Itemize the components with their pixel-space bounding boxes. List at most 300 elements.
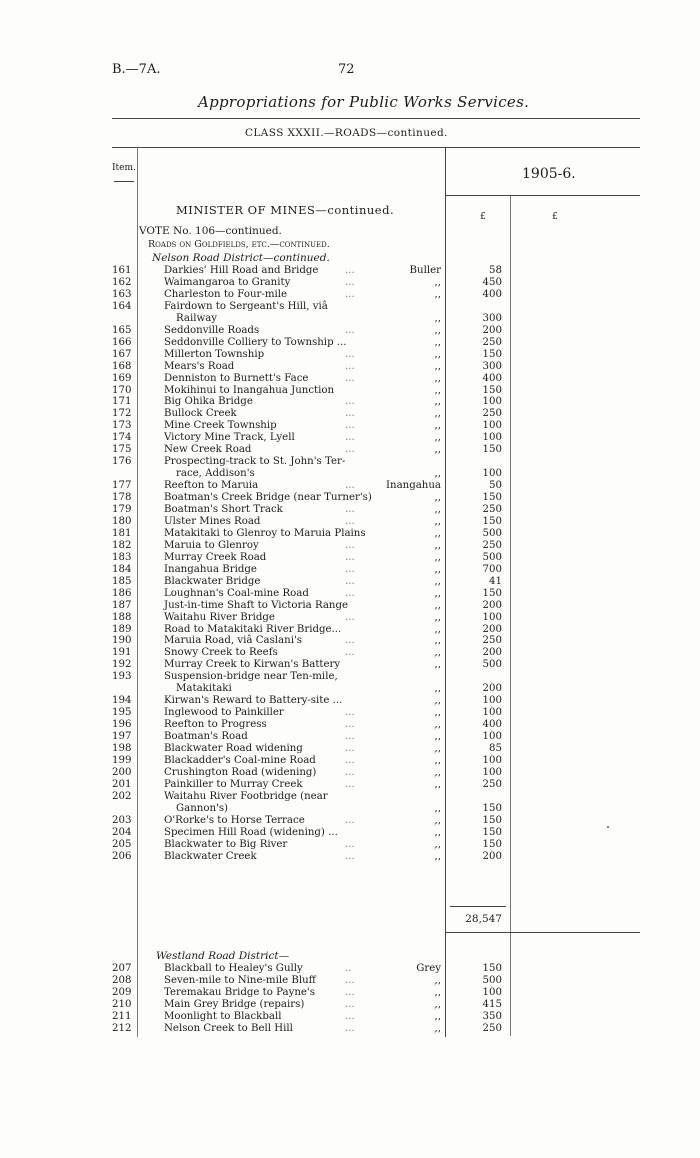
item-description: Inangahua Bridge bbox=[164, 563, 257, 575]
table-row bbox=[0, 827, 700, 839]
item-description: Seddonville Colliery to Township ... bbox=[164, 336, 347, 348]
district-name: ,, bbox=[434, 444, 441, 456]
table-row bbox=[0, 408, 700, 420]
item-number: 202 bbox=[112, 790, 132, 802]
item-number: 172 bbox=[112, 408, 132, 420]
district-name: ,, bbox=[434, 743, 441, 754]
item-number: 187 bbox=[112, 599, 132, 611]
district-name: ,, bbox=[434, 551, 441, 563]
leader-dots: ... bbox=[345, 587, 355, 599]
table-row bbox=[0, 671, 700, 695]
leader-dots: ... bbox=[345, 814, 355, 826]
district-name: ,, bbox=[434, 360, 441, 372]
item-number: 193 bbox=[112, 671, 132, 683]
amount-value: 150 bbox=[482, 963, 502, 974]
item-description: New Creek Road bbox=[164, 444, 252, 456]
item-number: 175 bbox=[112, 444, 132, 456]
leader-dots: ... bbox=[345, 838, 355, 850]
table-row bbox=[0, 349, 700, 361]
item-description: Mokihinui to Inangahua Junction bbox=[164, 384, 335, 396]
item-number: 168 bbox=[112, 360, 132, 372]
item-number: 188 bbox=[112, 611, 132, 623]
leader-dots: ... bbox=[345, 480, 355, 492]
page-number: 72 bbox=[338, 62, 355, 77]
district-name: ,, bbox=[434, 1022, 441, 1034]
amount-value: 200 bbox=[482, 623, 502, 635]
item-number: 203 bbox=[112, 814, 132, 826]
item-description-continued: Gannon's) bbox=[176, 802, 229, 814]
item-number: 185 bbox=[112, 575, 132, 587]
item-description-continued: Matakitaki bbox=[176, 683, 232, 695]
amount-value: 100 bbox=[482, 731, 502, 743]
table-row bbox=[0, 576, 700, 588]
amount-value: 100 bbox=[482, 986, 502, 998]
district-name: ,, bbox=[434, 766, 441, 778]
leader-dots: ... bbox=[345, 647, 355, 659]
item-description: Suspension-bridge near Ten-mile, bbox=[164, 671, 338, 683]
item-description: Blackwater Road widening bbox=[164, 743, 303, 754]
item-number: 165 bbox=[112, 324, 132, 336]
amount-value: 150 bbox=[482, 444, 502, 456]
item-number: 206 bbox=[112, 850, 132, 862]
table-row bbox=[0, 743, 700, 755]
district-name: ,, bbox=[434, 504, 441, 515]
amount-value: 200 bbox=[482, 324, 502, 336]
table-row bbox=[0, 755, 700, 767]
amount-value: 250 bbox=[482, 408, 502, 420]
item-description: Moonlight to Blackball bbox=[164, 1010, 282, 1022]
table-row bbox=[0, 504, 700, 516]
item-description: Boatman's Creek Bridge (near Turner's) bbox=[164, 492, 372, 504]
leader-dots: ... bbox=[345, 515, 355, 527]
year-header-rule bbox=[445, 195, 640, 196]
table-row bbox=[0, 456, 700, 480]
item-number: 189 bbox=[112, 623, 132, 635]
amount-value: 415 bbox=[482, 998, 502, 1010]
table-row bbox=[0, 588, 700, 600]
item-description: Charleston to Four-mile bbox=[164, 288, 288, 300]
amount-value: 300 bbox=[482, 312, 502, 324]
table-row bbox=[0, 444, 700, 456]
item-number: 182 bbox=[112, 539, 132, 551]
table-row bbox=[0, 647, 700, 659]
item-description: Blackball to Healey's Gully bbox=[164, 963, 303, 974]
item-description: Blackadder's Coal-mine Road bbox=[164, 754, 316, 766]
amount-value: 100 bbox=[482, 420, 502, 432]
district-name: ,, bbox=[434, 599, 441, 611]
class-heading: CLASS XXXII.—ROADS—continued. bbox=[245, 127, 448, 139]
district-name: ,, bbox=[434, 850, 441, 862]
district-name: ,, bbox=[434, 778, 441, 790]
amount-value: 100 bbox=[482, 468, 502, 480]
title-rule bbox=[112, 118, 640, 119]
item-number: 178 bbox=[112, 492, 132, 504]
table-row bbox=[0, 325, 700, 337]
amount-value: 500 bbox=[482, 659, 502, 671]
item-number: 194 bbox=[112, 695, 132, 707]
item-number: 211 bbox=[112, 1010, 132, 1022]
item-description: Snowy Creek to Reefs bbox=[164, 647, 278, 659]
table-row bbox=[0, 480, 700, 492]
leader-dots: ... bbox=[345, 850, 355, 862]
item-number: 212 bbox=[112, 1022, 132, 1034]
item-description: Matakitaki to Glenroy to Maruia Plains bbox=[164, 527, 366, 539]
item-number: 186 bbox=[112, 587, 132, 599]
item-description: Blackwater Creek bbox=[164, 850, 257, 862]
district-name: ,, bbox=[434, 587, 441, 599]
item-description: Waitahu River Bridge bbox=[164, 611, 275, 623]
item-description: Painkiller to Murray Creek bbox=[164, 778, 303, 790]
leader-dots: ... bbox=[345, 611, 355, 623]
table-row bbox=[0, 791, 700, 815]
table-row bbox=[0, 731, 700, 743]
item-number: 171 bbox=[112, 396, 132, 408]
district-name: ,, bbox=[434, 384, 441, 396]
table-row bbox=[0, 659, 700, 671]
leader-dots: ... bbox=[345, 432, 355, 444]
amount-value: 41 bbox=[489, 575, 502, 587]
amount-value: 200 bbox=[482, 850, 502, 862]
subtotal-amount: 28,547 bbox=[465, 913, 502, 925]
item-description: Fairdown to Sergeant's Hill, viâ bbox=[164, 300, 328, 312]
item-number: 210 bbox=[112, 998, 132, 1010]
table-row bbox=[0, 999, 700, 1011]
district-name: ,, bbox=[434, 814, 441, 826]
district-name: Inangahua bbox=[385, 480, 441, 492]
table-row bbox=[0, 396, 700, 408]
amount-value: 150 bbox=[482, 348, 502, 360]
item-number: 183 bbox=[112, 551, 132, 563]
amount-value: 150 bbox=[482, 802, 502, 814]
leader-dots: ... bbox=[345, 998, 355, 1010]
table-row bbox=[0, 624, 700, 636]
item-description: Murray Creek to Kirwan's Battery bbox=[164, 659, 341, 671]
item-number: 176 bbox=[112, 456, 132, 468]
item-description-continued: race, Addison's bbox=[176, 468, 255, 480]
nelson-district-heading: Nelson Road District—continued. bbox=[152, 252, 330, 264]
year-column-header: 1905-6. bbox=[522, 166, 576, 182]
district-name: ,, bbox=[434, 276, 441, 288]
roads-heading: Roads on Goldfields, etc.—continued. bbox=[148, 239, 330, 250]
item-description: Nelson Creek to Bell Hill bbox=[164, 1022, 293, 1034]
table-row bbox=[0, 528, 700, 540]
table-row bbox=[0, 695, 700, 707]
district-name: ,, bbox=[434, 986, 441, 998]
district-name: ,, bbox=[434, 974, 441, 986]
district-name: ,, bbox=[434, 707, 441, 719]
table-row bbox=[0, 516, 700, 528]
leader-dots: ... bbox=[345, 719, 355, 731]
table-row bbox=[0, 839, 700, 851]
district-name: ,, bbox=[434, 623, 441, 635]
amount-value: 250 bbox=[482, 1022, 502, 1034]
district-name: ,, bbox=[434, 754, 441, 766]
leader-dots: ... bbox=[345, 276, 355, 288]
table-row bbox=[0, 301, 700, 325]
amount-value: 100 bbox=[482, 707, 502, 719]
leader-dots: ... bbox=[345, 707, 355, 719]
item-description: Victory Mine Track, Lyell bbox=[164, 432, 295, 444]
amount-value: 250 bbox=[482, 778, 502, 790]
district-name: ,, bbox=[434, 695, 441, 707]
item-description: Blackwater to Big River bbox=[164, 838, 288, 850]
district-name: ,, bbox=[434, 826, 441, 838]
item-description: Just-in-time Shaft to Victoria Range bbox=[164, 599, 349, 611]
table-row bbox=[0, 779, 700, 791]
table-row bbox=[0, 600, 700, 612]
leader-dots: ... bbox=[345, 986, 355, 998]
table-row bbox=[0, 552, 700, 564]
leader-dots: ... bbox=[345, 635, 355, 647]
district-name: ,, bbox=[434, 611, 441, 623]
item-description: Inglewood to Painkiller bbox=[164, 707, 284, 719]
district-name: ,, bbox=[434, 838, 441, 850]
table-row bbox=[0, 719, 700, 731]
amount-value: 500 bbox=[482, 527, 502, 539]
leader-dots: ... bbox=[345, 539, 355, 551]
leader-dots: ... bbox=[345, 444, 355, 456]
table-row bbox=[0, 815, 700, 827]
leader-dots: ... bbox=[345, 504, 355, 515]
item-number: 191 bbox=[112, 647, 132, 659]
district-name: ,, bbox=[434, 1010, 441, 1022]
item-number: 174 bbox=[112, 432, 132, 444]
district-name: ,, bbox=[434, 635, 441, 647]
page-title: Appropriations for Public Works Services. bbox=[198, 93, 530, 111]
district-name: ,, bbox=[434, 575, 441, 587]
subtotal-rule-bottom bbox=[445, 932, 640, 933]
vote-heading: VOTE No. 106—continued. bbox=[139, 225, 282, 237]
amount-value: 150 bbox=[482, 826, 502, 838]
table-row bbox=[0, 707, 700, 719]
table-row bbox=[0, 265, 700, 277]
item-number: 209 bbox=[112, 986, 132, 998]
table-row bbox=[0, 540, 700, 552]
item-number: 207 bbox=[112, 963, 132, 974]
item-number: 196 bbox=[112, 719, 132, 731]
amount-value: 100 bbox=[482, 766, 502, 778]
leader-dots: .. bbox=[345, 963, 352, 974]
subtotal-rule-top bbox=[450, 906, 506, 907]
table-top-rule bbox=[112, 147, 640, 148]
amount-value: 150 bbox=[482, 492, 502, 504]
item-description: Teremakau Bridge to Payne's bbox=[164, 986, 315, 998]
leader-dots: ... bbox=[345, 360, 355, 372]
table-row bbox=[0, 851, 700, 863]
amount-value: 200 bbox=[482, 647, 502, 659]
item-number: 200 bbox=[112, 766, 132, 778]
leader-dots: ... bbox=[345, 288, 355, 300]
district-name: ,, bbox=[434, 515, 441, 527]
amount-value: 350 bbox=[482, 1010, 502, 1022]
leader-dots: ... bbox=[345, 372, 355, 384]
item-description: Main Grey Bridge (repairs) bbox=[164, 998, 305, 1010]
leader-dots: ... bbox=[345, 754, 355, 766]
table-row bbox=[0, 1011, 700, 1023]
margin-dot bbox=[607, 826, 609, 828]
item-number: 204 bbox=[112, 826, 132, 838]
district-name: ,, bbox=[434, 527, 441, 539]
leader-dots: ... bbox=[345, 551, 355, 563]
item-number: 205 bbox=[112, 838, 132, 850]
table-row bbox=[0, 963, 700, 975]
district-name: ,, bbox=[434, 312, 441, 324]
item-description: Waimangaroa to Granity bbox=[164, 276, 291, 288]
district-name: ,, bbox=[434, 647, 441, 659]
amount-value: 400 bbox=[482, 372, 502, 384]
item-number: 167 bbox=[112, 348, 132, 360]
district-name: Buller bbox=[409, 265, 441, 276]
leader-dots: ... bbox=[345, 778, 355, 790]
leader-dots: ... bbox=[345, 1010, 355, 1022]
amount-value: 250 bbox=[482, 504, 502, 515]
item-number: 190 bbox=[112, 635, 132, 647]
leader-dots: ... bbox=[345, 766, 355, 778]
leader-dots: ... bbox=[345, 563, 355, 575]
district-name: ,, bbox=[434, 372, 441, 384]
item-column-header: Item. bbox=[112, 163, 136, 173]
amount-value: 100 bbox=[482, 432, 502, 444]
district-name: ,, bbox=[434, 998, 441, 1010]
item-description: Maruia Road, viâ Caslani's bbox=[164, 635, 302, 647]
item-number: 164 bbox=[112, 300, 132, 312]
item-description: Maruia to Glenroy bbox=[164, 539, 259, 551]
amount-value: 150 bbox=[482, 587, 502, 599]
district-name: ,, bbox=[434, 432, 441, 444]
item-header-underline bbox=[114, 181, 134, 182]
table-row bbox=[0, 1023, 700, 1035]
amount-value: 500 bbox=[482, 551, 502, 563]
district-name: ,, bbox=[434, 420, 441, 432]
item-number: 197 bbox=[112, 731, 132, 743]
report-reference: B.—7A. bbox=[112, 62, 161, 77]
district-name: ,, bbox=[434, 396, 441, 408]
item-description: Murray Creek Road bbox=[164, 551, 267, 563]
table-row bbox=[0, 420, 700, 432]
district-name: ,, bbox=[434, 659, 441, 671]
district-name: ,, bbox=[434, 408, 441, 420]
amount-value: 100 bbox=[482, 695, 502, 707]
table-row bbox=[0, 385, 700, 397]
item-description: Reefton to Progress bbox=[164, 719, 267, 731]
leader-dots: ... bbox=[345, 743, 355, 754]
item-description: Specimen Hill Road (widening) ... bbox=[164, 826, 338, 838]
item-description-continued: Railway bbox=[176, 312, 218, 324]
district-name: ,, bbox=[434, 563, 441, 575]
table-row bbox=[0, 361, 700, 373]
amount-value: 150 bbox=[482, 838, 502, 850]
item-number: 166 bbox=[112, 336, 132, 348]
district-name: ,, bbox=[434, 336, 441, 348]
item-number: 169 bbox=[112, 372, 132, 384]
item-description: Waitahu River Footbridge (near bbox=[164, 790, 328, 802]
item-description: Seven-mile to Nine-mile Bluff bbox=[164, 974, 316, 986]
item-number: 184 bbox=[112, 563, 132, 575]
amount-value: 100 bbox=[482, 611, 502, 623]
item-number: 161 bbox=[112, 265, 132, 276]
amount-value: 150 bbox=[482, 515, 502, 527]
leader-dots: ... bbox=[345, 265, 355, 276]
amount-value: 700 bbox=[482, 563, 502, 575]
table-row bbox=[0, 987, 700, 999]
table-row bbox=[0, 289, 700, 301]
leader-dots: ... bbox=[345, 420, 355, 432]
item-description: Prospecting-track to St. John's Ter- bbox=[164, 456, 346, 468]
district-name: ,, bbox=[434, 492, 441, 504]
amount-value: 300 bbox=[482, 360, 502, 372]
leader-dots: ... bbox=[345, 408, 355, 420]
item-description: Big Ohika Bridge bbox=[164, 396, 253, 408]
amount-value: 250 bbox=[482, 539, 502, 551]
item-description: Blackwater Bridge bbox=[164, 575, 261, 587]
district-name: ,, bbox=[434, 324, 441, 336]
item-number: 199 bbox=[112, 754, 132, 766]
table-row bbox=[0, 337, 700, 349]
item-description: Seddonville Roads bbox=[164, 324, 260, 336]
currency-symbol-2: £ bbox=[552, 212, 558, 222]
item-number: 180 bbox=[112, 515, 132, 527]
item-description: Reefton to Maruia bbox=[164, 480, 259, 492]
table-row bbox=[0, 564, 700, 576]
westland-district-heading: Westland Road District— bbox=[156, 950, 290, 962]
item-description: Bullock Creek bbox=[164, 408, 237, 420]
item-number: 201 bbox=[112, 778, 132, 790]
item-number: 170 bbox=[112, 384, 132, 396]
district-name: Grey bbox=[416, 963, 441, 974]
district-name: ,, bbox=[434, 288, 441, 300]
table-row bbox=[0, 492, 700, 504]
item-description: Boatman's Road bbox=[164, 731, 248, 743]
table-row bbox=[0, 767, 700, 779]
table-row bbox=[0, 373, 700, 385]
district-name: ,, bbox=[434, 719, 441, 731]
leader-dots: ... bbox=[345, 348, 355, 360]
leader-dots: ... bbox=[345, 974, 355, 986]
item-description: Mine Creek Township bbox=[164, 420, 277, 432]
leader-dots: ... bbox=[345, 575, 355, 587]
district-name: ,, bbox=[434, 348, 441, 360]
item-description: Kirwan's Reward to Battery-site ... bbox=[164, 695, 343, 707]
item-number: 192 bbox=[112, 659, 132, 671]
district-name: ,, bbox=[434, 802, 441, 814]
item-number: 163 bbox=[112, 288, 132, 300]
item-description: Crushington Road (widening) bbox=[164, 766, 317, 778]
district-name: ,, bbox=[434, 731, 441, 743]
amount-value: 85 bbox=[489, 743, 502, 754]
amount-value: 500 bbox=[482, 974, 502, 986]
currency-symbol-1: £ bbox=[480, 212, 486, 222]
amount-value: 250 bbox=[482, 635, 502, 647]
item-number: 198 bbox=[112, 743, 132, 754]
item-number: 208 bbox=[112, 974, 132, 986]
item-number: 177 bbox=[112, 480, 132, 492]
leader-dots: ... bbox=[345, 396, 355, 408]
amount-value: 200 bbox=[482, 599, 502, 611]
amount-value: 58 bbox=[489, 265, 502, 276]
item-description: Road to Matakitaki River Bridge... bbox=[164, 623, 342, 635]
amount-value: 50 bbox=[489, 480, 502, 492]
item-number: 173 bbox=[112, 420, 132, 432]
table-row bbox=[0, 432, 700, 444]
amount-value: 150 bbox=[482, 384, 502, 396]
amount-value: 450 bbox=[482, 276, 502, 288]
item-description: Ulster Mines Road bbox=[164, 515, 261, 527]
item-number: 162 bbox=[112, 276, 132, 288]
district-name: ,, bbox=[434, 539, 441, 551]
item-description: Mears's Road bbox=[164, 360, 235, 372]
item-description: O'Rorke's to Horse Terrace bbox=[164, 814, 305, 826]
amount-value: 150 bbox=[482, 814, 502, 826]
